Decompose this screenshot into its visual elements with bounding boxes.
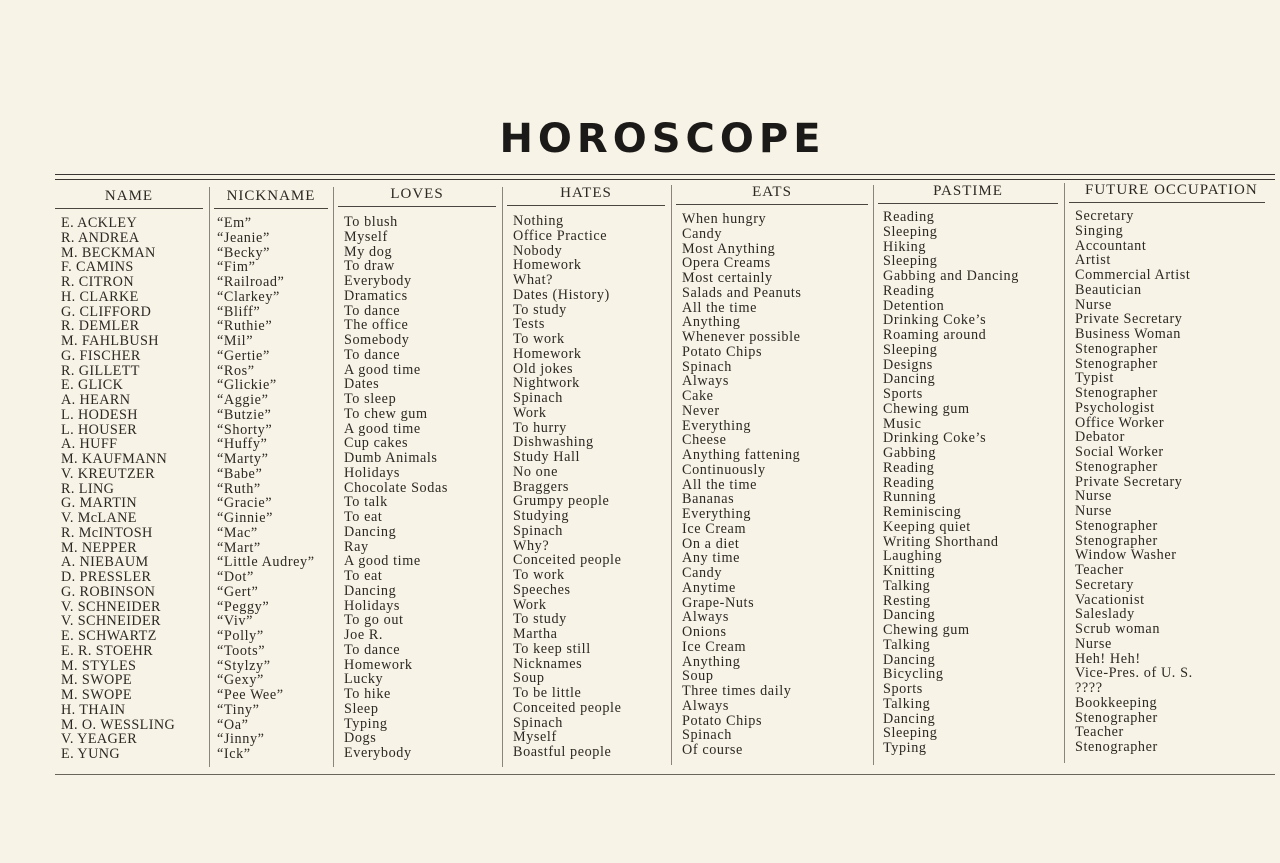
table-cell: M. SWOPE	[61, 687, 132, 703]
table-cell: “Jinny”	[217, 731, 265, 748]
table-cell: Stenographer	[1075, 739, 1158, 755]
table-cell: “Gertie”	[217, 347, 270, 364]
table-cell: V. McLANE	[61, 510, 137, 526]
table-cell: Everything	[682, 506, 752, 522]
table-cell: Ice Cream	[682, 520, 747, 537]
table-cell: “Clarkey”	[217, 288, 280, 305]
table-cell: Anything	[682, 314, 741, 331]
table-cell: Knitting	[883, 563, 936, 579]
table-cell: Nobody	[513, 242, 563, 259]
table-cell: Accountant	[1075, 237, 1147, 254]
table-cell: Bookkeeping	[1075, 694, 1158, 711]
table-cell: “Ruth”	[217, 480, 261, 497]
table-cell: Dumb Animals	[344, 450, 438, 466]
table-cell: Grape-Nuts	[682, 594, 755, 611]
name-header: NAME	[55, 188, 203, 209]
table-cell: Dishwashing	[513, 434, 594, 451]
table-cell: All the time	[682, 476, 757, 493]
table-cell: Spinach	[513, 714, 563, 731]
table-cell: To dance	[344, 641, 401, 658]
table-cell: Most certainly	[682, 270, 773, 286]
table-cell: R. DEMLER	[61, 318, 140, 335]
table-cell: Drinking Coke’s	[883, 430, 987, 447]
table-cell: Candy	[682, 565, 723, 581]
table-cell: “Babe”	[217, 465, 263, 482]
table-cell: R. LING	[61, 480, 115, 497]
table-cell: M. KAUFMANN	[61, 451, 168, 467]
table-cell: Nurse	[1075, 635, 1112, 652]
table-cell: Everybody	[344, 745, 412, 761]
table-cell: Potato Chips	[682, 712, 763, 729]
eats-header: EATS	[676, 184, 868, 205]
table-cell: A. HUFF	[61, 436, 118, 453]
table-cell: Candy	[682, 225, 723, 242]
table-cell: Gabbing	[883, 445, 937, 461]
table-cell: Reading	[883, 209, 935, 225]
eats-list	[676, 212, 868, 758]
table-cell: To sleep	[344, 391, 397, 407]
table-cell: R. McINTOSH	[61, 524, 153, 541]
table-cell: M. STYLES	[61, 657, 137, 674]
table-cell: G. CLIFFORD	[61, 303, 152, 320]
table-cell: Nurse	[1075, 296, 1112, 313]
table-cell: Martha	[513, 626, 558, 642]
table-cell: Secretary	[1075, 576, 1134, 593]
table-cell: Social Worker	[1075, 444, 1164, 460]
table-cell: Somebody	[344, 332, 410, 348]
column-divider	[333, 187, 334, 767]
table-cell: Stenographer	[1075, 517, 1158, 534]
table-cell: To talk	[344, 494, 388, 511]
table-cell: Sleep	[344, 700, 379, 717]
table-cell: Homework	[344, 656, 413, 673]
bottom-rule	[55, 774, 1275, 775]
name-list	[55, 216, 203, 762]
table-cell: Office Worker	[1075, 414, 1165, 431]
table-cell: Secretary	[1075, 208, 1134, 224]
table-cell: Anytime	[682, 579, 736, 596]
table-cell: Sleeping	[883, 223, 938, 240]
table-cell: Most Anything	[682, 240, 776, 257]
loves-column	[338, 186, 496, 761]
table-cell: Onions	[682, 624, 727, 640]
table-cell: Potato Chips	[682, 343, 763, 360]
hates-header: HATES	[507, 185, 665, 206]
table-cell: To study	[513, 611, 567, 628]
table-cell: M. BECKMAN	[61, 244, 156, 261]
table-cell: Bicycling	[883, 666, 944, 683]
table-cell: Spinach	[513, 522, 563, 539]
table-cell: Scrub woman	[1075, 621, 1161, 637]
table-cell: Talking	[883, 695, 931, 712]
pastime-header: PASTIME	[878, 183, 1058, 204]
table-cell: E. GLICK	[61, 377, 124, 394]
table-cell: “Fim”	[217, 259, 256, 276]
table-cell: M. O. WESSLING	[61, 716, 176, 733]
table-cell: To work	[513, 567, 565, 583]
table-cell: To dance	[344, 302, 401, 319]
table-cell: Office Practice	[513, 227, 608, 244]
table-cell: Sleeping	[883, 253, 938, 270]
table-cell: Soup	[513, 670, 545, 687]
table-cell: Cake	[682, 388, 714, 404]
table-cell: Sports	[883, 681, 923, 697]
table-cell: Spinach	[513, 390, 563, 406]
table-cell: “Gexy”	[217, 672, 264, 689]
table-cell: Dancing	[344, 582, 397, 599]
table-cell: To eat	[344, 509, 383, 525]
table-cell: Work	[513, 404, 547, 421]
table-cell: G. FISCHER	[61, 347, 141, 364]
table-cell: “Ruthie”	[217, 318, 273, 335]
table-cell: “Em”	[217, 215, 252, 231]
table-cell: “Railroad”	[217, 274, 285, 290]
table-cell: “Jeanie”	[217, 229, 270, 246]
table-cell: “Ginnie”	[217, 510, 274, 526]
table-cell: “Peggy”	[217, 598, 270, 615]
table-cell: Stenographer	[1075, 458, 1158, 475]
table-cell: Dancing	[883, 710, 936, 727]
table-cell: Reading	[883, 282, 935, 299]
table-cell: “Ros”	[217, 362, 255, 379]
table-cell: V. SCHNEIDER	[61, 598, 161, 615]
table-cell: Private Secretary	[1075, 311, 1183, 328]
table-cell: Vacationist	[1075, 591, 1145, 608]
table-cell: Whenever possible	[682, 329, 801, 345]
table-cell: Always	[682, 373, 729, 390]
table-cell: Designs	[883, 356, 933, 373]
table-cell: V. YEAGER	[61, 731, 138, 748]
table-cell: Private Secretary	[1075, 473, 1183, 490]
table-cell: Cup cakes	[344, 435, 409, 452]
table-cell: “Glickie”	[217, 377, 277, 394]
column-divider	[873, 185, 874, 765]
table-cell: “Tiny”	[217, 701, 260, 718]
table-cell: “Huffy”	[217, 436, 268, 453]
table-cell: “Mil”	[217, 333, 254, 349]
future-occupation-column	[1069, 182, 1265, 755]
table-cell: E. SCHWARTZ	[61, 628, 157, 644]
table-cell: G. ROBINSON	[61, 583, 156, 600]
table-cell: To eat	[344, 568, 383, 584]
table-cell: Salads and Peanuts	[682, 284, 802, 301]
table-cell: No one	[513, 463, 558, 480]
table-cell: All the time	[682, 299, 757, 316]
table-cell: Detention	[883, 297, 945, 314]
table-cell: Always	[682, 609, 729, 626]
table-cell: Chocolate Sodas	[344, 479, 448, 496]
table-cell: Speeches	[513, 581, 571, 598]
table-cell: “Butzie”	[217, 406, 272, 423]
table-cell: L. HOUSER	[61, 421, 138, 438]
table-cell: R. GILLETT	[61, 362, 140, 379]
table-cell: Music	[883, 415, 922, 432]
table-cell: Dancing	[883, 607, 936, 624]
table-cell: Dancing	[883, 371, 936, 388]
table-cell: Spinach	[682, 727, 732, 744]
table-cell: Commercial Artist	[1075, 267, 1191, 283]
table-cell: M. FAHLBUSH	[61, 333, 159, 349]
table-cell: Dates (History)	[513, 286, 610, 303]
table-cell: My dog	[344, 243, 393, 260]
table-cell: Any time	[682, 550, 740, 567]
table-cell: “Oa”	[217, 716, 249, 733]
table-cell: To hurry	[513, 419, 567, 436]
hates-column	[507, 185, 665, 760]
table-cell: E. R. STOEHR	[61, 642, 154, 659]
table-cell: Business Woman	[1075, 326, 1181, 342]
table-cell: Nurse	[1075, 503, 1112, 519]
table-cell: What?	[513, 272, 554, 288]
table-cell: F. CAMINS	[61, 259, 134, 276]
table-cell: L. HODESH	[61, 406, 138, 423]
table-cell: Psychologist	[1075, 399, 1155, 416]
table-cell: “Aggie”	[217, 392, 269, 408]
table-cell: Nurse	[1075, 488, 1112, 505]
table-cell: “Viv”	[217, 613, 254, 630]
table-cell: Opera Creams	[682, 255, 771, 272]
table-cell: Roaming around	[883, 327, 987, 343]
table-cell: Of course	[682, 742, 743, 758]
table-cell: E. ACKLEY	[61, 215, 138, 231]
table-cell: Nightwork	[513, 375, 580, 392]
top-double-rule-lower	[55, 179, 1275, 180]
table-cell: Teacher	[1075, 562, 1124, 578]
table-cell: Old jokes	[513, 360, 574, 377]
table-cell: G. MARTIN	[61, 495, 138, 512]
table-cell: M. NEPPER	[61, 539, 138, 556]
table-cell: Ice Cream	[682, 638, 747, 655]
table-cell: Anything	[682, 653, 741, 670]
table-cell: Window Washer	[1075, 547, 1177, 564]
table-cell: Typing	[344, 715, 388, 732]
table-cell: “Ick”	[217, 746, 251, 762]
table-cell: Laughing	[883, 548, 943, 565]
table-cell: To dance	[344, 346, 401, 363]
top-double-rule-upper	[55, 174, 1275, 175]
table-cell: “Dot”	[217, 569, 254, 585]
nickname-column	[214, 188, 328, 762]
table-cell: Continuously	[682, 461, 766, 478]
table-cell: To go out	[344, 612, 404, 629]
table-cell: Holidays	[344, 464, 401, 481]
table-cell: Everybody	[344, 273, 412, 289]
table-cell: Resting	[883, 592, 931, 609]
table-cell: “Gert”	[217, 583, 259, 600]
table-cell: Always	[682, 697, 729, 714]
table-cell: Debator	[1075, 429, 1125, 446]
table-cell: “Mart”	[217, 539, 261, 556]
loves-header: LOVES	[338, 186, 496, 207]
table-cell: Dancing	[344, 523, 397, 540]
table-cell: Stenographer	[1075, 340, 1158, 357]
table-cell: Tests	[513, 316, 545, 333]
table-cell: Studying	[513, 508, 570, 524]
table-cell: Dancing	[883, 651, 936, 668]
column-divider	[1064, 183, 1065, 763]
table-cell: Gabbing and Dancing	[883, 268, 1019, 284]
table-cell: “Shorty”	[217, 421, 273, 438]
table-cell: On a diet	[682, 535, 740, 552]
table-cell: R. CITRON	[61, 274, 134, 290]
table-cell: Keeping quiet	[883, 518, 971, 535]
table-cell: Myself	[344, 228, 388, 245]
table-cell: “Toots”	[217, 642, 266, 659]
table-cell: “Gracie”	[217, 495, 273, 512]
table-cell: Homework	[513, 257, 582, 274]
table-cell: A good time	[344, 553, 421, 570]
column-divider	[209, 187, 210, 767]
table-cell: When hungry	[682, 211, 767, 227]
table-cell: Sports	[883, 386, 923, 402]
table-cell: Lucky	[344, 671, 384, 688]
table-cell: Heh! Heh!	[1075, 650, 1141, 667]
page-title: HOROSCOPE	[499, 116, 826, 162]
table-cell: Drinking Coke’s	[883, 312, 987, 329]
table-cell: To work	[513, 331, 565, 347]
table-cell: Soup	[682, 668, 714, 685]
table-cell: “Bliff”	[217, 303, 261, 320]
table-cell: Bananas	[682, 491, 735, 508]
table-cell: Three times daily	[682, 683, 792, 699]
table-cell: Chewing gum	[883, 400, 970, 417]
table-cell: Stenographer	[1075, 385, 1158, 401]
table-cell: “Polly”	[217, 628, 264, 644]
table-cell: Stenographer	[1075, 709, 1158, 726]
column-divider	[671, 185, 672, 765]
table-cell: Boastful people	[513, 744, 612, 760]
future-occupation-header: FUTURE OCCUPATION	[1069, 182, 1265, 203]
table-cell: Dates	[344, 376, 380, 393]
table-cell: Myself	[513, 729, 557, 746]
column-divider	[502, 187, 503, 767]
table-cell: Spinach	[682, 358, 732, 375]
table-cell: Talking	[883, 636, 931, 653]
table-cell: Ray	[344, 538, 369, 555]
nickname-list	[214, 216, 328, 762]
table-cell: R. ANDREA	[61, 229, 140, 246]
table-cell: “Little Audrey”	[217, 554, 315, 571]
table-cell: Reading	[883, 459, 935, 476]
table-cell: Stenographer	[1075, 355, 1158, 372]
table-cell: Reminiscing	[883, 504, 962, 520]
table-cell: ????	[1075, 680, 1103, 696]
table-cell: Writing Shorthand	[883, 533, 999, 550]
table-cell: To keep still	[513, 640, 591, 657]
table-cell: Grumpy people	[513, 493, 610, 510]
table-cell: A. NIEBAUM	[61, 554, 149, 571]
table-cell: A good time	[344, 420, 421, 437]
future-occupation-list	[1069, 209, 1265, 755]
table-cell: Stenographer	[1075, 532, 1158, 549]
table-cell: Never	[682, 402, 720, 419]
table-cell: Reading	[883, 474, 935, 491]
table-cell: H. CLARKE	[61, 288, 139, 305]
table-cell: To draw	[344, 258, 395, 275]
eats-column	[676, 184, 868, 758]
table-cell: Nicknames	[513, 655, 583, 672]
table-cell: Dramatics	[344, 287, 408, 304]
table-cell: Hiking	[883, 238, 927, 255]
table-cell: Running	[883, 489, 937, 506]
pastime-column	[878, 183, 1058, 756]
table-cell: E. YUNG	[61, 746, 121, 762]
table-cell: To chew gum	[344, 405, 428, 422]
table-cell: Saleslady	[1075, 606, 1135, 623]
table-cell: “Stylzy”	[217, 657, 271, 674]
nickname-header: NICKNAME	[214, 188, 328, 209]
table-cell: “Becky”	[217, 244, 271, 261]
table-cell: Teacher	[1075, 724, 1124, 741]
table-cell: Talking	[883, 577, 931, 594]
hates-list	[507, 214, 665, 760]
table-cell: Everything	[682, 417, 752, 434]
pastime-list	[878, 210, 1058, 756]
table-cell: M. SWOPE	[61, 672, 132, 689]
table-cell: Chewing gum	[883, 622, 970, 638]
table-cell: Homework	[513, 345, 582, 362]
table-cell: Work	[513, 596, 547, 613]
name-column	[55, 188, 203, 762]
table-cell: To be little	[513, 685, 582, 701]
table-cell: Why?	[513, 537, 550, 554]
table-cell: Beautician	[1075, 281, 1142, 298]
table-cell: Braggers	[513, 478, 570, 495]
table-cell: V. SCHNEIDER	[61, 613, 161, 630]
table-cell: A good time	[344, 361, 421, 378]
table-cell: “Pee Wee”	[217, 687, 284, 703]
table-cell: Nothing	[513, 213, 564, 229]
table-cell: D. PRESSLER	[61, 569, 152, 585]
table-cell: Conceited people	[513, 552, 622, 569]
table-cell: To blush	[344, 214, 398, 230]
table-cell: Dogs	[344, 730, 377, 747]
table-cell: A. HEARN	[61, 392, 131, 408]
table-cell: Anything fattening	[682, 447, 801, 463]
table-cell: The office	[344, 317, 409, 334]
loves-list	[338, 215, 496, 761]
table-cell: Sleeping	[883, 341, 938, 358]
table-cell: Typing	[883, 740, 927, 756]
table-cell: Joe R.	[344, 627, 384, 643]
table-cell: “Marty”	[217, 451, 269, 467]
table-cell: V. KREUTZER	[61, 465, 155, 482]
table-cell: Holidays	[344, 597, 401, 614]
table-cell: To study	[513, 301, 567, 318]
table-cell: Singing	[1075, 222, 1124, 239]
table-cell: Sleeping	[883, 725, 938, 742]
table-cell: “Mac”	[217, 524, 258, 541]
table-cell: Vice-Pres. of U. S.	[1075, 665, 1193, 682]
table-cell: H. THAIN	[61, 701, 126, 718]
table-cell: Cheese	[682, 432, 727, 449]
table-cell: Study Hall	[513, 449, 581, 465]
table-cell: Artist	[1075, 252, 1111, 269]
table-cell: Typist	[1075, 370, 1114, 387]
table-cell: To hike	[344, 686, 391, 702]
table-cell: Conceited people	[513, 699, 622, 716]
